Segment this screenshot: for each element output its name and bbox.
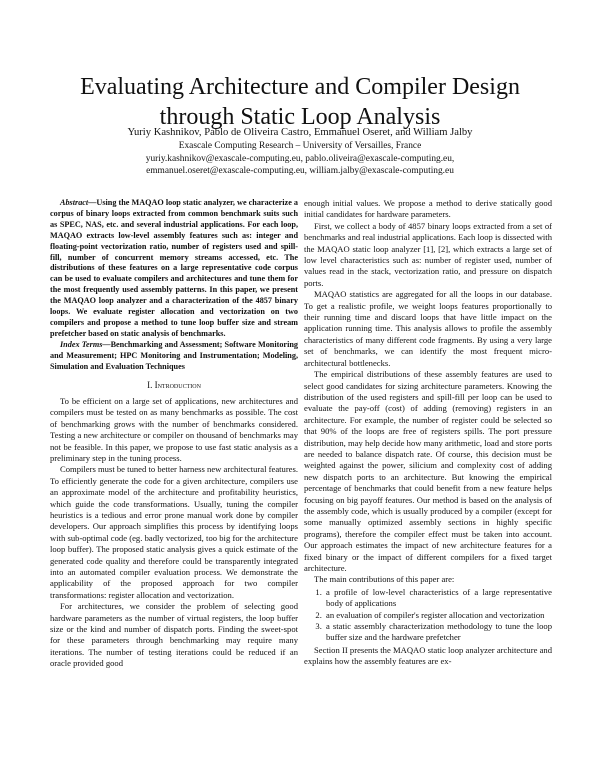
paper-title: Evaluating Architecture and Compiler Design through Static Loop Analysis bbox=[80, 74, 520, 131]
list-item: 3. a static assembly characterization methodology to tune the loop buffer size and the hardware prefetcher bbox=[324, 621, 552, 644]
left-column bbox=[50, 198, 298, 670]
contributions-list bbox=[304, 587, 552, 644]
emails-line-1: yuriy.kashnikov@exascale-computing.eu, pablo.oliveira@exascale-computing.eu, bbox=[145, 153, 455, 164]
abstract bbox=[50, 198, 298, 373]
paragraph: For architectures, we consider the problem of selecting good hardware parameters as the number of virtual registers, the loop buffer size or the kind and number of dispatch ports. Finding the sweet-spot for these parameters through benchmarking may require many iterations. The number of testing iterations could be reduced if an oracle provided good bbox=[50, 601, 298, 669]
index-terms-label: Index Terms— bbox=[60, 339, 111, 349]
index-terms-text: Benchmarking and Assessment; Software Monitoring and Measurement; HPC Monitoring and Instrumentation; Modeling, Simulation and Evaluation Techniques bbox=[50, 339, 298, 371]
affiliation-block bbox=[40, 140, 560, 178]
author-list: Yuriy Kashnikov, Pablo de Oliveira Castro, Emmanuel Oseret, and William Jalby bbox=[127, 127, 473, 138]
list-item: 1. a profile of low-level characteristics of a large representative body of applications bbox=[324, 587, 552, 610]
paragraph: Compilers must be tuned to better harness new architectural features. To efficiently generate the code for a given architecture, compilers use an approximate model of the architecture and profitability heuristics, which guide the code transformations. Usually, tuning the compiler heuristics is a tedious and error prone manual work done by compiler developers. Our approach simplifies this process by identifying loops with sub-optimal code (eg. badly vectorized, too big for the architecture loop buffer). The proposed static analysis gives a quick estimate of the generated code quality and therefore could be transparently integrated into an automated compiler evaluation process. We demonstrate the applicability of the proposed approach for two compiler transformations: register allocation and vectorization. bbox=[50, 464, 298, 600]
abstract-text: Using the MAQAO loop static analyzer, we characterize a corpus of binary loops extracted from common benchmark suits such as SPEC, NAS, etc. and several industrial applications. For each loop, MAQAO extracts low-level assembly features such as: integer and floating-point vectorization ratio, number of registers used and spill-fill, number of concurrent memory streams accessed, etc. The distributions of these features on a large representative code corpus can be used to evaluate compilers and architectures and tune them for the most frequently used assembly patterns. In this paper, we present the MAQAO loop analyzer and a characterization of the 4857 binary loops. We evaluate register allocation and vectorization on two compilers and propose a method to tune loop buffer size and stream prefetcher based on static analysis of benchmarks. bbox=[50, 198, 298, 338]
paragraph: Section II presents the MAQAO static loop analyzer architecture and explains how the assembly features are ex- bbox=[304, 644, 552, 667]
list-item: 2. an evaluation of compiler's register allocation and vectorization bbox=[324, 610, 552, 621]
affiliation: Exascale Computing Research – University of Versailles, France bbox=[178, 141, 422, 151]
paragraph: MAQAO statistics are aggregated for all the loops in our database. To get a realistic profile, we weight loops features proportionally to their running time and discard loops that have little impact on the application running time. This analysis allows to profile the assembly characteristics of many different code fragments. By using a very large set of benchmarks, we can identify the most frequent micro-architectural bottlenecks. bbox=[304, 289, 552, 368]
paragraph: To be efficient on a large set of applications, new architectures and compilers must be tested on as many benchmarks as possible. The cost of benchmarking grows with the number of benchmarks considered. Testing a new architecture or compiler on thousand of benchmarks may not be feasible. In this paper, we propose to use fast static analysis as a preliminary step in the tuning process. bbox=[50, 395, 298, 463]
paragraph: First, we collect a body of 4857 binary loops extracted from a set of benchmarks and real industrial applications. Each loop is dissected with the MAQAO static loop analyzer [1], [2], which extracts a large set of low level characteristics such as: number of register used, number of values read in the stack, vectorization ratio, and pressure on dispatch ports. bbox=[304, 220, 552, 288]
emails-line-2: emmanuel.oseret@exascale-computing.eu, william.jalby@exascale-computing.eu bbox=[146, 166, 454, 176]
section-heading-introduction: I. Introduction bbox=[147, 379, 201, 390]
paragraph: The empirical distributions of these assembly features are used to select good candidates for sizing architecture parameters. Knowing the distribution of the used registers and spill-fill per loop can be used to evaluate the pay-off (cost) of adding (removing) registers in an architecture. For example, the number of register could be selected so that 90% of the loops are free of registers spills. The port pressure distribution, may help decide how many arithmetic, load and store ports are needed to balance dispatch rate. Of course, this decision must be weighted against the power, silicium and complexity cost of adding new dispatch ports to an architecture. But knowing the empirical percentage of benchmarks that could benefit from a new feature helps focusing on big payoff features. Our method is based on the analysis of the assembly code, which is usually produced by a compiler (except for some manually optimized assembly sections in highly specific programs), therefore the compiler effect must be taken into account. Our approach estimates the impact of new architecture features for a fixed binary or the impact of different compilers for a fixed target architecture. bbox=[304, 369, 552, 573]
paragraph: enough initial values. We propose a method to derive statically good initial candidates for hardware parameters. bbox=[304, 198, 552, 220]
abstract-label: Abstract— bbox=[60, 198, 97, 207]
paragraph: The main contributions of this paper are: bbox=[314, 574, 455, 585]
right-column bbox=[304, 198, 552, 668]
